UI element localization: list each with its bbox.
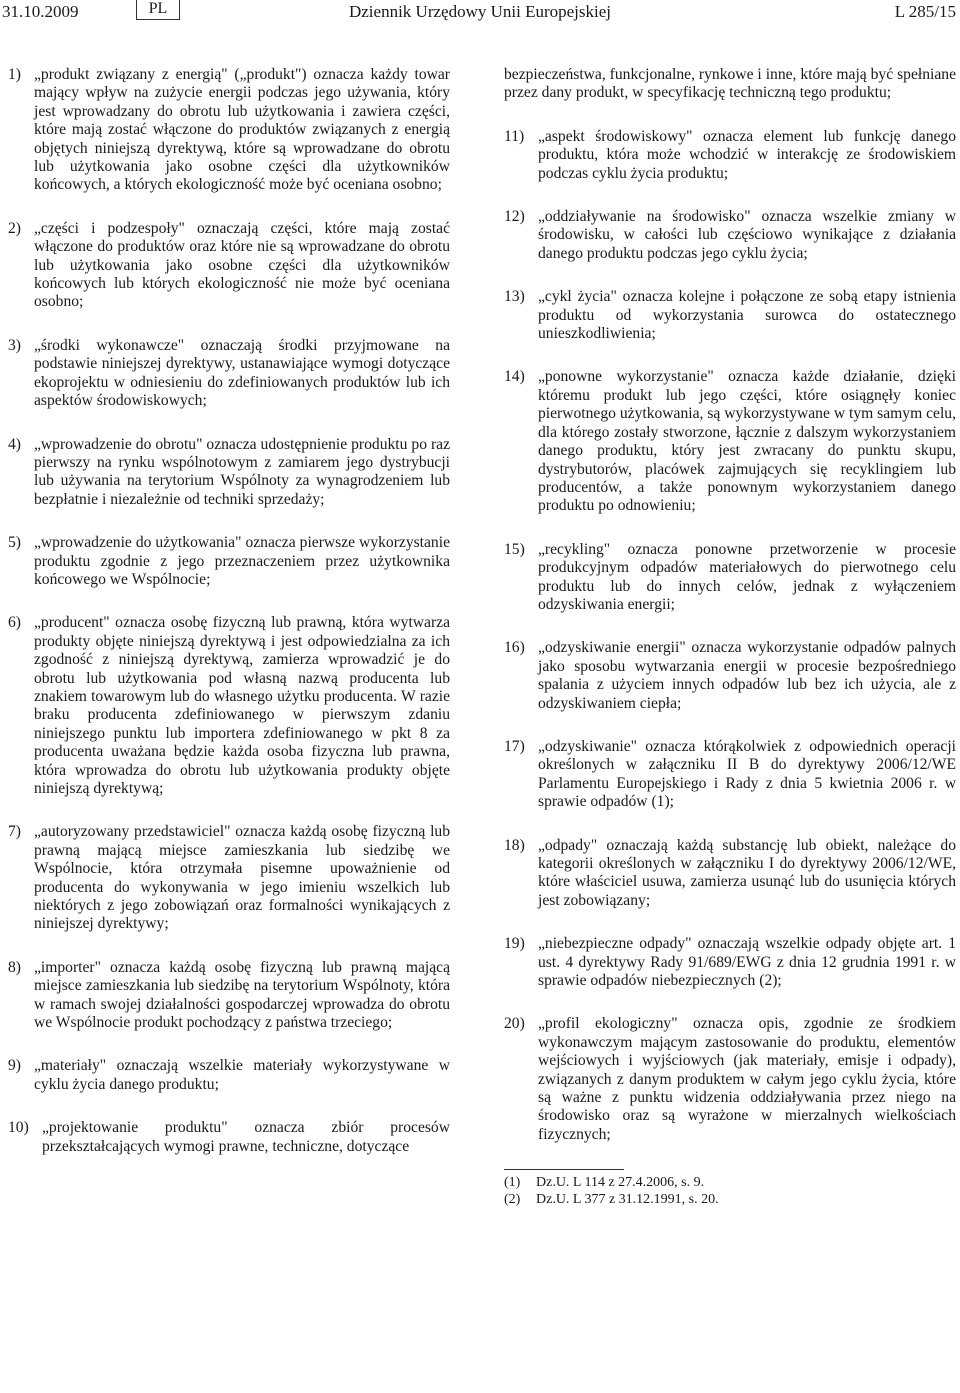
item-text: „odzyskiwanie energii" oznacza wykorzystanie odpadów palnych jako sposobu wytwarzania energii w procesie bezpośredniego spalania z użyciem innych odpadów lub bez ich użycia, ale z odzyskiwaniem ciepła;: [538, 639, 956, 712]
definition-item: [504, 368, 956, 515]
item-text: „oddziaływanie na środowisko" oznacza wszelkie zmiany w środowisku, w całości lub częściowo wynikające z działania danego produktu podczas jego cyklu życia;: [538, 208, 956, 262]
item-number: 18): [504, 836, 525, 854]
footnote-mark: (1): [504, 1175, 521, 1191]
right-column: [504, 66, 956, 1208]
item-number: 20): [504, 1015, 525, 1033]
definition-item: [504, 208, 956, 263]
item-text: „odzyskiwanie" oznacza którąkolwiek z odpowiednich operacji określonych w załączniku II B do dyrektywy 2006/12/WE Parlamentu Europejskiego i Rady z dnia 5 kwietnia 2006 r. w sprawie odpadów (1);: [538, 737, 956, 811]
footnote-text: Dz.U. L 114 z 27.4.2006, s. 9.: [536, 1175, 705, 1191]
definition-item: [8, 823, 450, 933]
item-number: 11): [504, 127, 525, 145]
continued-text: bezpieczeństwa, funkcjonalne, rynkowe i inne, które mają być spełniane przez dany produkt, w specyfikację techniczną tego produktu;: [504, 66, 956, 102]
definition-item: [8, 534, 450, 589]
definition-item: [8, 1119, 450, 1156]
item-text: „producent" oznacza osobę fizyczną lub prawną, która wytwarza produkty objęte niniejszą dyrektywą i jest odpowiedzialna za ich zgodność z niniejszą dyrektywą, zamierza wprowadzić je do obrotu lub użytkowania pod własną nazwą producenta lub znakiem towarowym lub do własnego użytku producenta. W razie braku producenta zdefiniowanego w pierwszym zdaniu niniejszego punktu lub importera zdefiniowanego w pkt 8 za producenta uważana będzie każda osoba fizyczna lub prawna, która wprowadza do obrotu lub użytkowania produkty objęte niniejszą dyrektywą;: [34, 614, 450, 797]
item-number: 15): [504, 540, 525, 558]
footnote-mark: (2): [504, 1192, 521, 1208]
item-text: „części i podzespoły" oznaczają części, które mają zostać włączone do produktów oraz które nie są wprowadzane do obrotu lub użytkowania jako osobne części dla użytkowników końcowych lub których ekologiczność nie może być oceniana osobno;: [34, 219, 450, 311]
item-number: 14): [504, 368, 525, 386]
left-column: [8, 66, 450, 1181]
item-text: „ponowne wykorzystanie" oznacza każde działanie, dzięki któremu produkt lub jego części, które osiągnęły koniec pierwotnego użytkowania, są wykorzystywane w tym samym celu, dla którego zostały stworzone, łącznie z dalszym wykorzystaniem danego produktu, który jest zwracany do punktu skupu, dystrybutorów, placówek zajmujących się recyklingiem lub producentów, a także ponownym wykorzystaniem danego produktu po odnowieniu;: [538, 368, 956, 515]
item-number: 2): [8, 219, 21, 237]
item-number: 17): [504, 737, 525, 755]
item-text: „recykling" oznacza ponowne przetworzenie w procesie produkcyjnym odpadów materiałowych do pierwotnego celu produktu lub do innych celów, jednak z wyłączeniem odzyskiwania energii;: [538, 540, 956, 613]
item-number: 9): [8, 1057, 21, 1075]
item-number: 19): [504, 935, 525, 953]
page-reference: L 285/15: [894, 2, 956, 21]
item-text: „wprowadzenie do obrotu" oznacza udostępnienie produktu po raz pierwszy na rynku wspólnotowym z zamiarem jego dystrybucji lub używania na terytorium Wspólnoty za wynagrodzeniem lub bezpłatnie i niezależnie od techniki sprzedaży;: [34, 435, 450, 508]
item-text: „niebezpieczne odpady" oznaczają wszelkie odpady objęte art. 1 ust. 4 dyrektywy Rady 91/689/EWG z dnia 12 grudnia 1991 r. w sprawie odpadów niebezpiecznych (2);: [538, 935, 956, 990]
definition-item: [8, 220, 450, 312]
definition-item: [8, 66, 450, 195]
item-text: „wprowadzenie do użytkowania" oznacza pierwsze wykorzystanie produktu zgodnie z jego przeznaczeniem przez użytkownika końcowego we Wspólnocie;: [34, 534, 450, 588]
item-number: 16): [504, 639, 525, 657]
item-number: 6): [8, 614, 21, 632]
item-text: „materiały" oznaczają wszelkie materiały wykorzystywane w cyklu życia danego produktu;: [34, 1057, 450, 1093]
footnote: [504, 1191, 956, 1208]
item-text: „odpady" oznaczają każdą substancję lub obiekt, należące do kategorii określonych w załączniku I do dyrektywy 2006/12/WE, które właściciel usuwa, zamierza usunąć lub do usunięcia których jest zobowiązany;: [538, 836, 956, 909]
item-number: 5): [8, 534, 21, 552]
item-text: „profil ekologiczny" oznacza opis, zgodnie ze środkiem wykonawczym mającym zastosowanie do produktu, elementów wejściowych i wyjściowych (jak materiały, emisje i odpady), związanych z danym produktem w całym jego cyklu życia, które są ważne z punktu widzenia oddziaływania przez niego na środowisko oraz są wyrażone w mierzalnych wielkościach fizycznych;: [538, 1015, 956, 1143]
definition-item: [504, 541, 956, 615]
item-text: „importer" oznacza każdą osobę fizyczną lub prawną mającą miejsce zamieszkania lub siedzibę na terytorium Wspólnoty, która w ramach swojej działalności gospodarczej wprowadza do obrotu we Wspólnocie produkt pochodzący z państwa trzeciego;: [34, 958, 450, 1032]
item-number: 4): [8, 435, 21, 453]
definition-item: [504, 639, 956, 713]
footnote-divider: [504, 1169, 624, 1170]
item-number: 7): [8, 823, 21, 841]
item-text: „projektowanie produktu" oznacza zbiór procesów przekształcających wymogi prawne, techniczne, dotyczące: [42, 1119, 450, 1155]
item-number: 10): [8, 1119, 29, 1137]
definition-item: [504, 738, 956, 812]
definition-item: [504, 837, 956, 911]
definition-item: [504, 935, 956, 990]
definition-item: [8, 436, 450, 510]
item-text: „środki wykonawcze" oznaczają środki przyjmowane na podstawie niniejszej dyrektywy, ustanawiające wymogi dotyczące ekoprojektu w odniesieniu do zdefiniowanych produktów lub ich aspektów środowiskowych;: [34, 336, 450, 410]
item-text: „autoryzowany przedstawiciel" oznacza każdą osobę fizyczną lub prawną mającą miejsce zamieszkania lub siedzibę we Wspólnocie, która otrzymała pisemne upoważnienie od producenta do wykonywania w jego imieniu wszelkich lub niektórych z jego zobowiązań oraz formalności wynikających z niniejszej dyrektywy;: [34, 823, 450, 933]
footnote: [504, 1174, 956, 1191]
page-header: [0, 0, 960, 30]
footnote-text: Dz.U. L 377 z 31.12.1991, s. 20.: [536, 1192, 719, 1208]
journal-title: Dziennik Urzędowy Unii Europejskiej: [348, 2, 611, 21]
definition-item: [8, 1057, 450, 1094]
item-number: 3): [8, 336, 21, 354]
item-text: „cykl życia" oznacza kolejne i połączone ze sobą etapy istnienia produktu od wykorzystania surowca do ostatecznego unieszkodliwienia;: [538, 288, 956, 343]
item-number: 1): [8, 66, 21, 83]
definition-item: [8, 337, 450, 411]
definition-item: [8, 959, 450, 1033]
definition-item: [8, 614, 450, 798]
item-text: „produkt związany z energią" („produkt") oznacza każdy towar mający wpływ na zużycie energii podczas jego używania, który jest wprowadzany do obrotu lub użytkowania i zawiera części, które mają zostać włączone do produktów związanych z energią objętych niniejszą dyrektywą, które są wprowadzane do obrotu lub użytkowania jako osobne części dla użytkowników końcowych, a których ekologiczność może być oceniana osobno;: [34, 66, 450, 194]
publication-date: 31.10.2009: [2, 2, 79, 21]
definition-item: [504, 288, 956, 343]
definition-item: [504, 128, 956, 183]
language-badge: PL: [136, 0, 180, 20]
item-number: 13): [504, 288, 525, 306]
item-number: 12): [504, 208, 525, 226]
item-text: „aspekt środowiskowy" oznacza element lub funkcję danego produktu, która może wchodzić w interakcję ze środowiskiem podczas cyklu życia produktu;: [538, 127, 956, 182]
item-number: 8): [8, 958, 21, 976]
definition-item: [504, 1015, 956, 1144]
